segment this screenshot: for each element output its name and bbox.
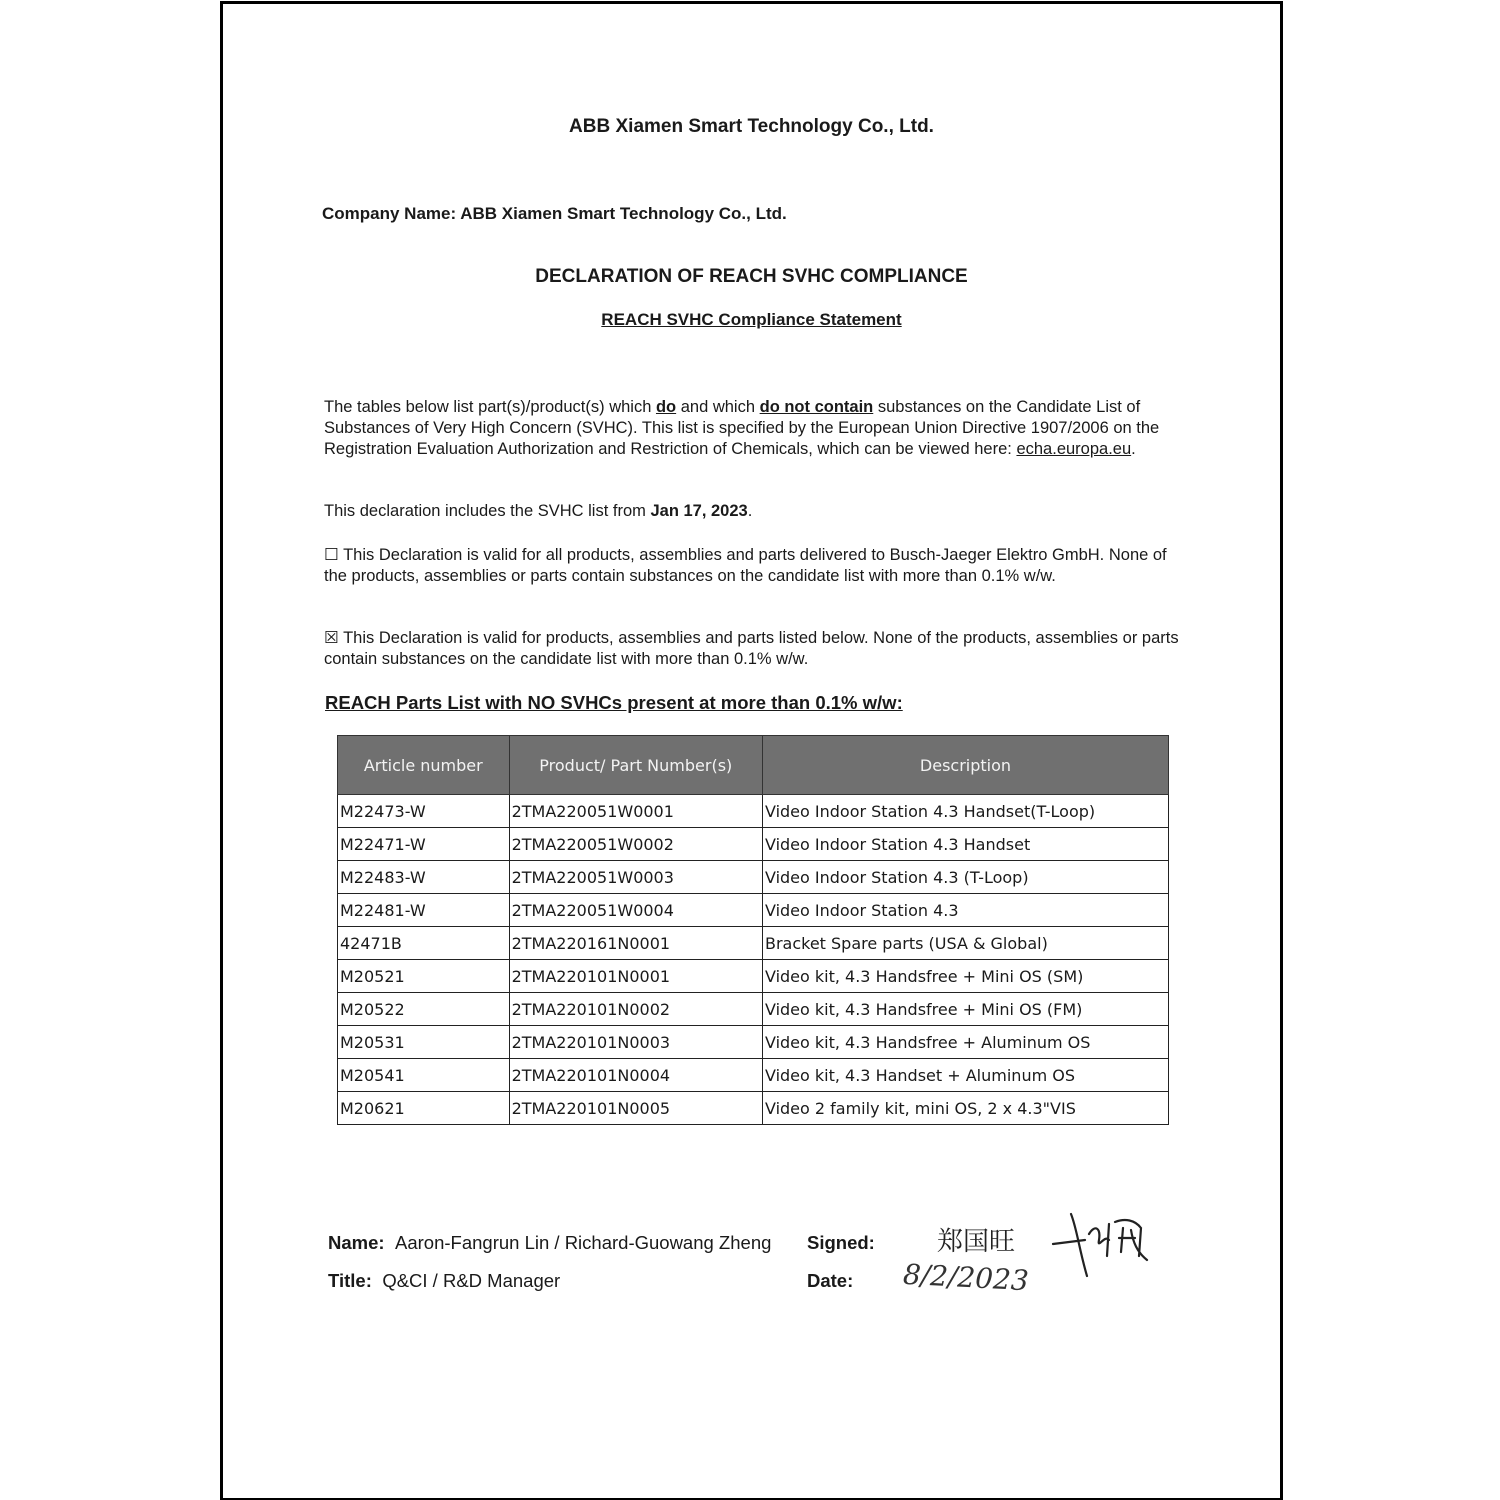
title-label: Title: <box>328 1270 372 1291</box>
article-number-cell: 42471B <box>338 927 510 960</box>
table-header-row <box>338 736 1169 795</box>
table-row <box>338 894 1169 927</box>
table-row <box>338 993 1169 1026</box>
document-page <box>220 1 1283 1500</box>
name-label: Name: <box>328 1232 385 1253</box>
description-cell: Video kit, 4.3 Handset + Aluminum OS <box>762 1059 1168 1092</box>
intro-text-3: substances on the Candidate List of Substances of Very High Concern (SVHC). This list is specified by the European Union Directive 1907/2006 on the Registration Evaluation Authorization and Restriction of Chemicals, which can be viewed here: <box>324 398 1160 458</box>
signed-label: Signed: <box>807 1232 875 1253</box>
description-cell: Bracket Spare parts (USA & Global) <box>762 927 1168 960</box>
company-name-line <box>322 204 787 224</box>
article-number-cell: M20621 <box>338 1092 510 1125</box>
description-cell: Video 2 family kit, mini OS, 2 x 4.3"VIS <box>762 1092 1168 1125</box>
company-header: ABB Xiamen Smart Technology Co., Ltd. <box>569 116 934 137</box>
date-label: Date: <box>807 1270 854 1291</box>
part-number-cell: 2TMA220051W0004 <box>509 894 762 927</box>
intro-paragraph <box>324 397 1184 460</box>
part-number-cell: 2TMA220051W0002 <box>509 828 762 861</box>
article-number-cell: M20531 <box>338 1026 510 1059</box>
svhc-list-text: This declaration includes the SVHC list from <box>324 502 651 520</box>
name-row <box>328 1232 771 1254</box>
parts-list-heading: REACH Parts List with NO SVHCs present at more than 0.1% w/w: <box>325 692 903 713</box>
article-number-cell: M22483-W <box>338 861 510 894</box>
header-description: Description <box>762 736 1168 795</box>
part-number-cell: 2TMA220051W0001 <box>509 795 762 828</box>
table-row <box>338 927 1169 960</box>
part-number-cell: 2TMA220101N0001 <box>509 960 762 993</box>
option-all-products <box>324 545 1194 587</box>
part-number-cell: 2TMA220101N0003 <box>509 1026 762 1059</box>
chinese-signature: 郑国旺 <box>937 1227 1016 1257</box>
article-number-cell: M22471-W <box>338 828 510 861</box>
description-cell: Video Indoor Station 4.3 Handset(T-Loop) <box>762 795 1168 828</box>
echa-link[interactable]: echa.europa.eu <box>1016 440 1132 458</box>
declaration-subtitle: REACH SVHC Compliance Statement <box>601 310 902 329</box>
intro-text-1: The tables below list part(s)/product(s) which <box>324 398 656 416</box>
description-cell: Video kit, 4.3 Handsfree + Mini OS (SM) <box>762 960 1168 993</box>
table-row <box>338 861 1169 894</box>
intro-do: do <box>655 398 677 416</box>
handwritten-signature-icon <box>1049 1194 1159 1284</box>
part-number-cell: 2TMA220051W0003 <box>509 861 762 894</box>
description-cell: Video kit, 4.3 Handsfree + Aluminum OS <box>762 1026 1168 1059</box>
name-value: Aaron-Fangrun Lin / Richard-Guowang Zheng <box>395 1232 772 1253</box>
title-value: Q&CI / R&D Manager <box>382 1270 561 1291</box>
part-number-cell: 2TMA220161N0001 <box>509 927 762 960</box>
table-row <box>338 795 1169 828</box>
header-article-number: Article number <box>338 736 510 795</box>
intro-do-not: do not contain <box>759 398 874 416</box>
table-row <box>338 960 1169 993</box>
description-cell: Video kit, 4.3 Handsfree + Mini OS (FM) <box>762 993 1168 1026</box>
title-row <box>328 1270 560 1292</box>
checkbox-unchecked-icon[interactable]: ☐ <box>324 546 339 564</box>
part-number-cell: 2TMA220101N0005 <box>509 1092 762 1125</box>
article-number-cell: M22473-W <box>338 795 510 828</box>
svhc-list-date-line <box>324 502 752 521</box>
article-number-cell: M20541 <box>338 1059 510 1092</box>
article-number-cell: M22481-W <box>338 894 510 927</box>
option-all-text: This Declaration is valid for all products, assemblies and parts delivered to Busch-Jaeger Elektro GmbH. None of the products, assemblies or parts contain substances on the candidate list with more than 0.1% w/w. <box>324 546 1167 585</box>
option-listed-text: This Declaration is valid for products, assemblies and parts listed below. None of the products, assemblies or parts contain substances on the candidate list with more than 0.1% w/w. <box>324 629 1179 668</box>
company-name-value: ABB Xiamen Smart Technology Co., Ltd. <box>460 204 787 223</box>
article-number-cell: M20521 <box>338 960 510 993</box>
part-number-cell: 2TMA220101N0004 <box>509 1059 762 1092</box>
intro-text-4: . <box>1131 440 1136 458</box>
svhc-list-date: Jan 17, 2023 <box>650 502 748 520</box>
declaration-title: DECLARATION OF REACH SVHC COMPLIANCE <box>535 266 968 287</box>
description-cell: Video Indoor Station 4.3 Handset <box>762 828 1168 861</box>
handwritten-date: 8/2/2023 <box>902 1257 1030 1298</box>
svhc-list-end: . <box>747 502 753 520</box>
table-row <box>338 1059 1169 1092</box>
description-cell: Video Indoor Station 4.3 <box>762 894 1168 927</box>
table-row <box>338 1092 1169 1125</box>
article-number-cell: M20522 <box>338 993 510 1026</box>
checkbox-checked-icon[interactable]: ☒ <box>324 629 339 647</box>
table-row <box>338 828 1169 861</box>
part-number-cell: 2TMA220101N0002 <box>509 993 762 1026</box>
header-part-number: Product/ Part Number(s) <box>509 736 762 795</box>
parts-table <box>337 735 1169 1125</box>
table-row <box>338 1026 1169 1059</box>
intro-text-2: and which <box>676 398 760 416</box>
description-cell: Video Indoor Station 4.3 (T-Loop) <box>762 861 1168 894</box>
company-name-label: Company Name: <box>322 204 457 223</box>
option-listed-products <box>324 628 1194 670</box>
